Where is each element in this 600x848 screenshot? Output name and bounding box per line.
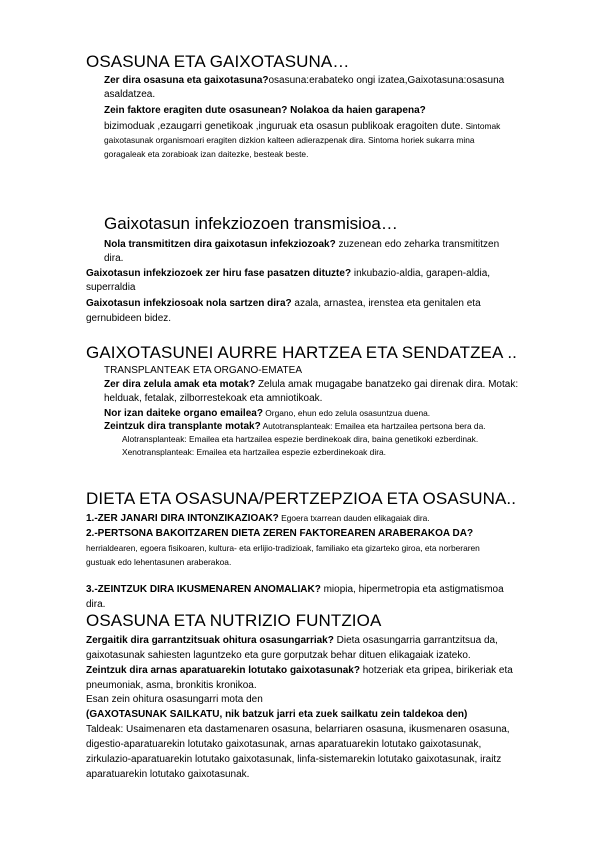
question-text: Zer dira osasuna eta gaixotasuna?	[104, 75, 269, 86]
answer-text: helduak, fetalak, zilborrestekoak eta amniotikoak.	[104, 393, 323, 404]
answer-text: Autotransplanteak: Emailea eta hartzailea pertsona bera da.	[260, 421, 486, 431]
question-text: Gaixotasun infekziozoek zer hiru fase pasatzen dituzte?	[86, 268, 352, 279]
answer-text: goragaleak eta zorabioak izan daitezke, besteak beste.	[104, 149, 309, 159]
groups-text: zirkulazio-aparatuarekin lotutako gaixotasunak, linfa-sistemarekin lotutako gaixotasunak, iraitz	[86, 754, 502, 765]
answer-text: dira.	[86, 599, 106, 610]
question-text: Zer dira zelula amak eta motak?	[104, 379, 256, 390]
question-text: 1.-ZER JANARI DIRA INTONZIKAZIOAK?	[86, 513, 279, 524]
question-text: 3.-ZEINTZUK DIRA IKUSMENAREN ANOMALIAK?	[86, 584, 321, 595]
answer-text: gernubideen bidez.	[86, 313, 172, 324]
instruction-text: (GAXOTASUNAK SAILKATU, nik batzuk jarri eta zuek sailkatu zein taldekoa den)	[86, 709, 468, 720]
answer-text: gustuak edo lehentasunen araberakoa.	[86, 557, 232, 567]
question-text: Zein faktore eragiten dute osasunean? Nolakoa da haien garapena?	[104, 105, 426, 116]
section-title-aurre-hartzea: GAIXOTASUNEI AURRE HARTZEA ETA SENDATZEA ..	[86, 343, 517, 362]
question-text: 2.-PERTSONA BAKOITZAREN DIETA ZEREN FAKTOREAREN ARABERAKOA DA?	[86, 528, 474, 539]
section-title-osasuna: OSASUNA ETA GAIXOTASUNA…	[86, 52, 350, 71]
paragraph-line	[86, 633, 498, 649]
answer-text: gaixotasunak organismoari eragiten dizkion kalteen adierazpenak dira. Sintoma horiek sukarra mina	[104, 135, 475, 145]
answer-text: asaldatzea.	[104, 89, 156, 100]
paragraph-line	[86, 266, 490, 282]
answer-text: Xenotransplanteak: Emailea eta hartzailea espezie ezberdinekoak dira.	[122, 447, 386, 457]
question-text: Zergaitik dira garrantzitsuak ohitura osasungarriak?	[86, 635, 334, 646]
paragraph-line	[104, 118, 500, 135]
paragraph-line	[86, 582, 504, 598]
question-text: Nola transmititzen dira gaixotasun infekziozoak?	[104, 239, 336, 250]
answer-text: dira.	[104, 253, 124, 264]
answer-text: pneumoniak, asma, bronkitis kronikoa.	[86, 680, 257, 691]
groups-text: Taldeak: Usaimenaren eta dastamenaren osasuna, belarriaren osasuna, ikusmenaren osasuna,	[86, 724, 510, 735]
answer-text: miopia, hipermetropia eta astigmatismoa	[320, 584, 504, 595]
answer-text: superraldia	[86, 282, 136, 293]
paragraph-line	[104, 237, 499, 253]
answer-text: azala, arnastea, irenstea eta genitalen eta	[291, 298, 481, 309]
instruction-text: Esan zein ohitura osasungarri mota den	[86, 694, 263, 705]
groups-text: digestio-aparatuarekin lotutako gaixotasunak, arnas aparatuarekin lotutako gaixotasunak,	[86, 739, 482, 750]
answer-text: inkubazio-aldia, garapen-aldia,	[351, 268, 491, 279]
paragraph-line	[86, 510, 430, 527]
groups-text: aparatuarekin lotutako gaixotasunak.	[86, 769, 250, 780]
section-title-dieta: DIETA ETA OSASUNA/PERTZEPZIOA ETA OSASUNA..	[86, 489, 517, 508]
answer-text: hotzeriak eta gripea, birikeriak eta	[359, 665, 513, 676]
answer-text: Sintomak	[463, 121, 501, 131]
answer-text: Dieta osasungarria garrantzitsua da,	[333, 635, 498, 646]
question-text: Zeintzuk dira arnas aparatuarekin lotutako gaixotasunak?	[86, 665, 360, 676]
question-text: Nor izan daiteke organo emailea?	[104, 408, 263, 419]
answer-text: gaixotasunak sahiesten laguntzeko eta gure gorputzak behar dituen elikagaiak izateko.	[86, 650, 471, 661]
paragraph-line	[104, 73, 504, 89]
answer-text: Organo, ehun edo zelula osasuntzua duena.	[262, 408, 431, 418]
paragraph-line	[86, 296, 481, 312]
answer-text: Egoera txarrean dauden elikagaiak dira.	[278, 513, 430, 523]
answer-text: zuzenean edo zeharka transmititzen	[335, 239, 500, 250]
answer-text: osasuna:erabateko ongi izatea,Gaixotasuna:osasuna	[268, 75, 505, 86]
section-title-nutrizio: OSASUNA ETA NUTRIZIO FUNTZIOA	[86, 611, 382, 630]
section-subtitle: TRANSPLANTEAK ETA ORGANO-EMATEA	[104, 365, 302, 376]
paragraph-line	[86, 663, 513, 679]
question-text: Gaixotasun infekziosoak nola sartzen dira?	[86, 298, 292, 309]
question-text: Zeintzuk dira transplante motak?	[104, 421, 261, 432]
section-title-transmisioa: Gaixotasun infekziozoen transmisioa…	[104, 214, 398, 233]
answer-text: bizimoduak ,ezaugarri genetikoak ,inguruak eta osasun publikoak eragoiten dute.	[104, 121, 464, 132]
answer-text: herrialdearen, egoera fisikoaren, kultura- eta erlijio-tradizioak, familiako eta gizarteko giroa, eta norberaren	[86, 543, 480, 553]
answer-text: Alotransplanteak: Emailea eta hartzailea espezie berdinekoak dira, baina genetikoki ezberdinak.	[122, 434, 479, 444]
answer-text: Zelula amak mugagabe banatzeko gai direnak dira. Motak:	[255, 379, 519, 390]
